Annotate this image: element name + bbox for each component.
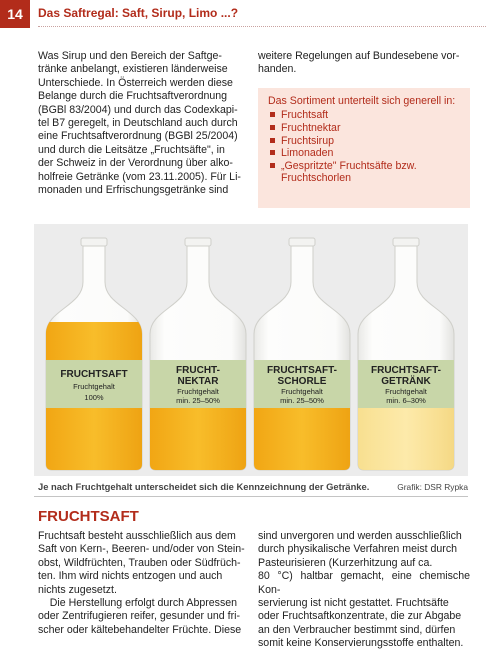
bottle-lip [81,238,107,246]
bottle-label-text: FRUCHTSAFT- [267,365,337,376]
square-bullet-icon [270,125,275,130]
bottle-lip [393,238,419,246]
running-title: Das Saftregal: Saft, Sirup, Limo ...? [38,6,239,20]
header-rule [38,26,486,27]
text-line: handen. [258,63,297,76]
text-line: Pasteurisieren (Kurzerhitzung auf ca. [258,556,433,569]
bottle [356,238,456,472]
bottle-lip [289,238,315,246]
bottle-label-text: Fruchtgehalt [177,387,219,396]
text-line: Belange durch die Fruchtsaftverordnung [38,90,228,103]
bottle-label-text: min. 25–50% [176,396,220,405]
list-item [268,135,462,148]
bottle-label-text: FRUCHT- [176,365,220,376]
text-line: (BGBl 83/2004) und durch das Codexkapi- [38,103,238,116]
text-line: servierung ist nicht gestattet. Fruchtsäfte [258,597,449,610]
list-item [268,160,462,173]
bottle-label-text: Fruchtgehalt [73,382,115,391]
text-line: Saft von Kern-, Beeren- und/oder von Stein- [38,543,245,556]
text-line: holfreie Getränke (vom 23.11.2005). Für Li- [38,170,241,183]
list-item [268,147,462,160]
page-header [0,0,500,30]
section-heading: FRUCHTSAFT [38,508,139,525]
bottle [148,238,248,472]
intro-right-column [258,50,470,77]
list-item-label: Limonaden [281,147,334,160]
text-line: Fruchtsaft besteht ausschließlich aus dem [38,530,236,542]
square-bullet-icon [270,138,275,143]
list-item-label: Fruchtsirup [281,134,334,147]
bottle-label-text: min. 25–50% [280,396,324,405]
intro-left-column [38,50,249,197]
text-line: nichts zugesetzt. [38,583,117,596]
text-line: Unterschiede. In Österreich werden diese [38,76,233,89]
text-line: 80 °C) haltbar gemacht, eine chemische Kon- [258,570,470,596]
bottle-lip [185,238,211,246]
text-line: oder Zentrifugieren reifer, gesunder und fri- [38,610,240,623]
square-bullet-icon [270,163,275,168]
figure-credit: Grafik: DSR Rypka [397,482,468,492]
bottle-label-text: FRUCHTSAFT- [371,365,441,376]
caption-rule [34,496,468,497]
text-line: eine Fruchtsaftverordnung (BGBl 25/2004) [38,130,238,143]
square-bullet-icon [270,112,275,117]
section-right-column [258,530,470,651]
text-line: Die Herstellung erfolgt durch Abpressen [38,597,238,610]
text-line: somit keine Konservierungsstoffe enthalten. [258,637,464,650]
list-item [268,122,462,135]
text-line: an den Verbraucher bestimmt sind, dürfen [258,623,456,636]
assortment-infobox [258,88,470,208]
bottle-label-text: Fruchtgehalt [281,387,323,396]
list-item [268,109,462,122]
bottle-label-text: FRUCHTSAFT [60,369,128,380]
infobox-title: Das Sortiment unterteilt sich generell in: [268,95,456,107]
bottle-label-text: NEKTAR [177,376,219,387]
text-line: Was Sirup und den Bereich der Saftge- [38,50,222,62]
list-item-continuation [268,172,462,185]
assortment-list [268,109,462,185]
text-line: ten. Ihm wird nichts entzogen und auch [38,570,223,583]
text-line: monaden und Erfrischungsgetränke sind [38,184,229,197]
text-line: obst, Wildfrüchten, Trauben oder Südfrüch- [38,556,241,569]
bottle-label-text: Fruchtgehalt [385,387,427,396]
bottle-label-text: GETRÄNK [381,376,431,387]
text-line: tränke anbelangt, existieren länderweise [38,63,228,76]
list-item-label: „Gespritzte" Fruchtsäfte bzw. [281,159,417,172]
text-line: oder Fruchtsaftkonzentrate, die zur Abgabe [258,610,462,623]
text-line: durch physikalische Verfahren meist durch [258,543,458,556]
list-item-label: Fruchtnektar [281,122,341,134]
bottle [44,238,144,472]
text-line: tel B7 geregelt, in Deutschland auch durch [38,117,238,130]
bottle-graphic [34,224,468,476]
figure-caption: Je nach Fruchtgehalt unterscheidet sich die Kennzeichnung der Getränke. [38,481,370,492]
text-line: scher oder kältebehandelter Früchte. Diese [38,623,242,636]
bottles-svg [34,224,468,476]
bottle [252,238,352,472]
text-line: der Schweiz in der Verordnung über alko- [38,157,233,170]
text-line: sind unvergoren und werden ausschließlich [258,530,462,542]
list-item-label: Fruchtsaft [281,109,329,122]
list-item-label: Fruchtschorlen [281,172,352,185]
page-number: 14 [0,0,30,28]
bottle-label-text: 100% [84,393,104,402]
bottle-label-text: min. 6–30% [386,396,426,405]
section-left-column [38,530,245,637]
bottle-label-text: SCHORLE [277,376,327,387]
text-line: und durch die Leitsätze „Fruchtsäfte", in [38,143,225,156]
text-line: weitere Regelungen auf Bundesebene vor- [258,50,460,62]
square-bullet-icon [270,150,275,155]
